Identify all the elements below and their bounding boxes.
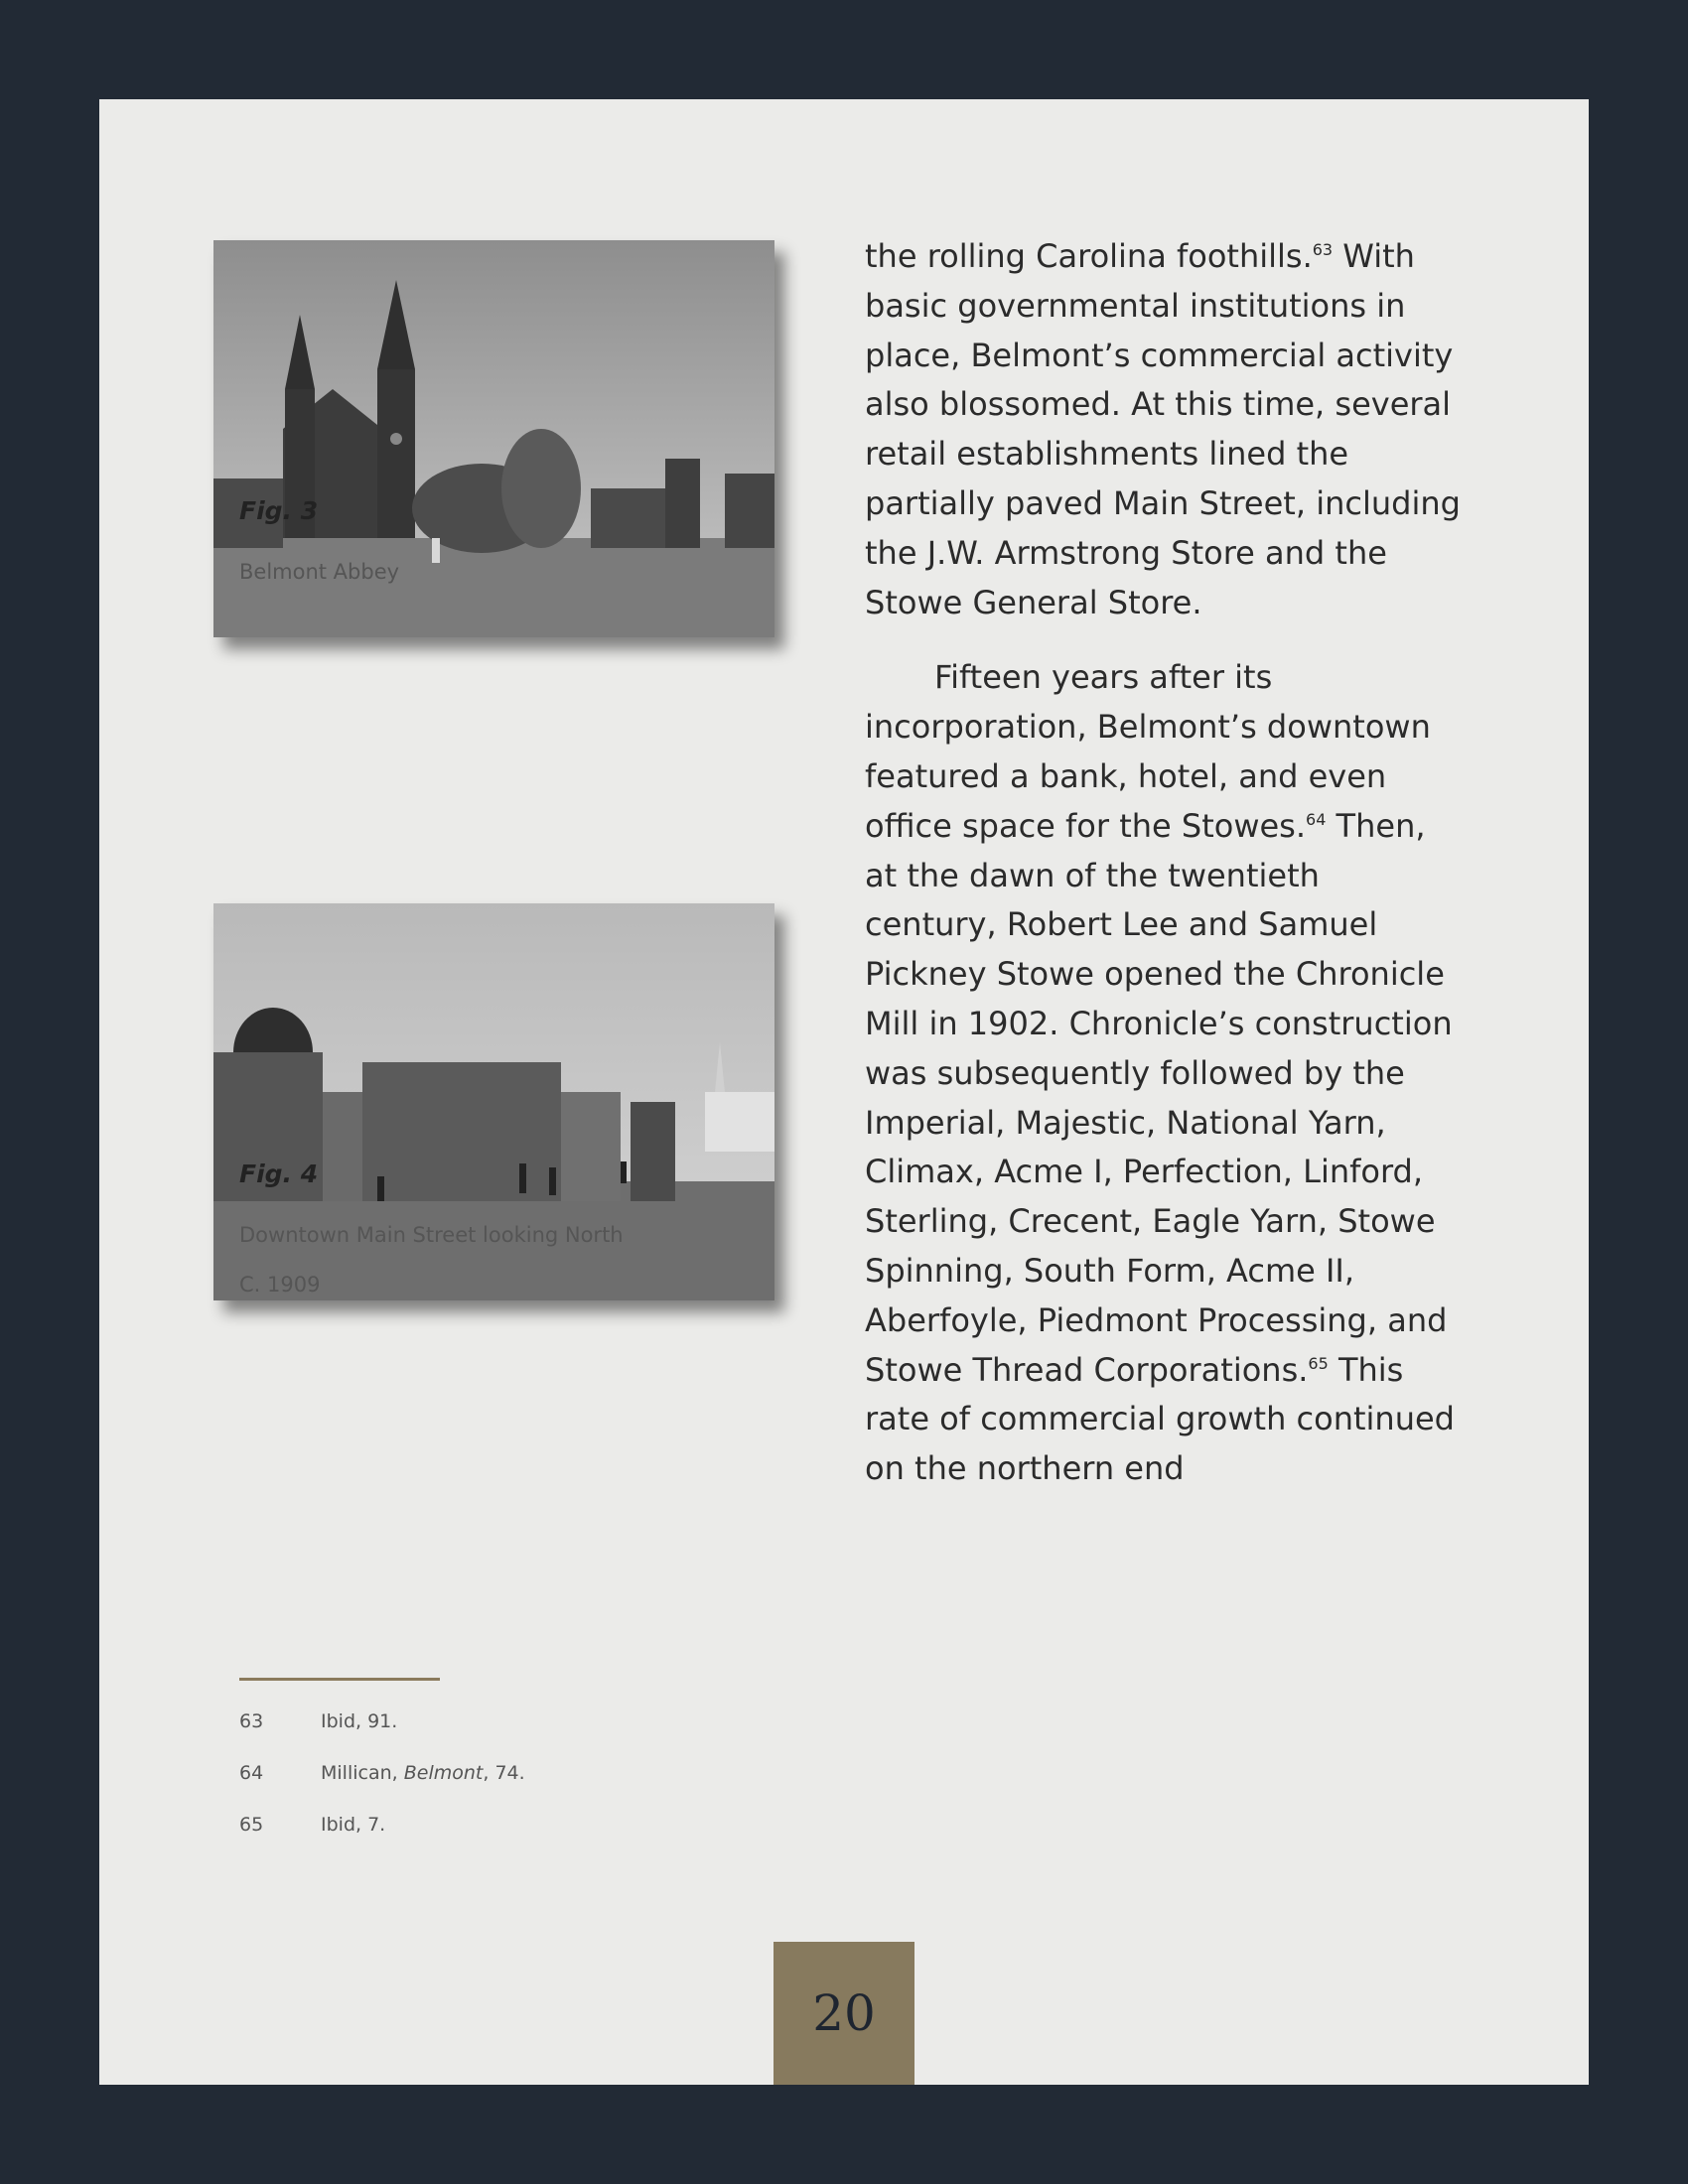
page-number-box (774, 1942, 914, 2085)
paragraph-1: the rolling Carolina foothills.$^{63}$ With basic governmental institutions in place, Belmont’s commercial activity also blossomed. At this time, several retail establishments lined the partially paved Main Street, including the J.W. Armstrong Store and the Stowe General Store. (865, 237, 1461, 621)
fig-4-caption-line-2: C. 1909 (239, 1273, 321, 1297)
footnote-63: 63 Ibid, 91. (239, 1710, 398, 1732)
fig-3-label: Fig. 3 (239, 496, 319, 525)
footnote-divider (239, 1678, 440, 1681)
page (99, 99, 1589, 2085)
body-text (865, 232, 1461, 1494)
fig-4-caption-line-1: Downtown Main Street looking North (239, 1223, 624, 1247)
footnote-65: 65 Ibid, 7. (239, 1814, 386, 1836)
footnote-64: 64 Millican, Belmont, 74. (239, 1762, 525, 1784)
fig-3-caption: Belmont Abbey (239, 560, 400, 584)
footnotes (239, 1696, 525, 1850)
paragraph-2: Fifteen years after its incorporation, Belmont’s downtown featured a bank, hotel, and even office space for the Stowes.$^{64}$ Then, at the dawn of the twentieth century, Robert Lee and Samuel Pickney Stowe opened the Chronicle Mill in 1902. Chronicle’s construction was subsequently followed by the Imperial, Majestic, National Yarn, Climax, Acme I, Perfection, Linford, Sterling, Crecent, Eagle Yarn, Stowe Spinning, South Form, Acme II, Aberfoyle, Piedmont Processing, and Stowe Thread Corporations.$^{65}$ This rate of commercial growth continued on the northern end (865, 658, 1455, 1488)
footnote-ref-64: 64 (1306, 809, 1327, 829)
footnote-ref-63: 63 (1312, 240, 1334, 259)
page-number: 20 (812, 1984, 876, 2042)
fig-4-label: Fig. 4 (239, 1160, 319, 1188)
footnote-ref-65: 65 (1308, 1353, 1329, 1373)
